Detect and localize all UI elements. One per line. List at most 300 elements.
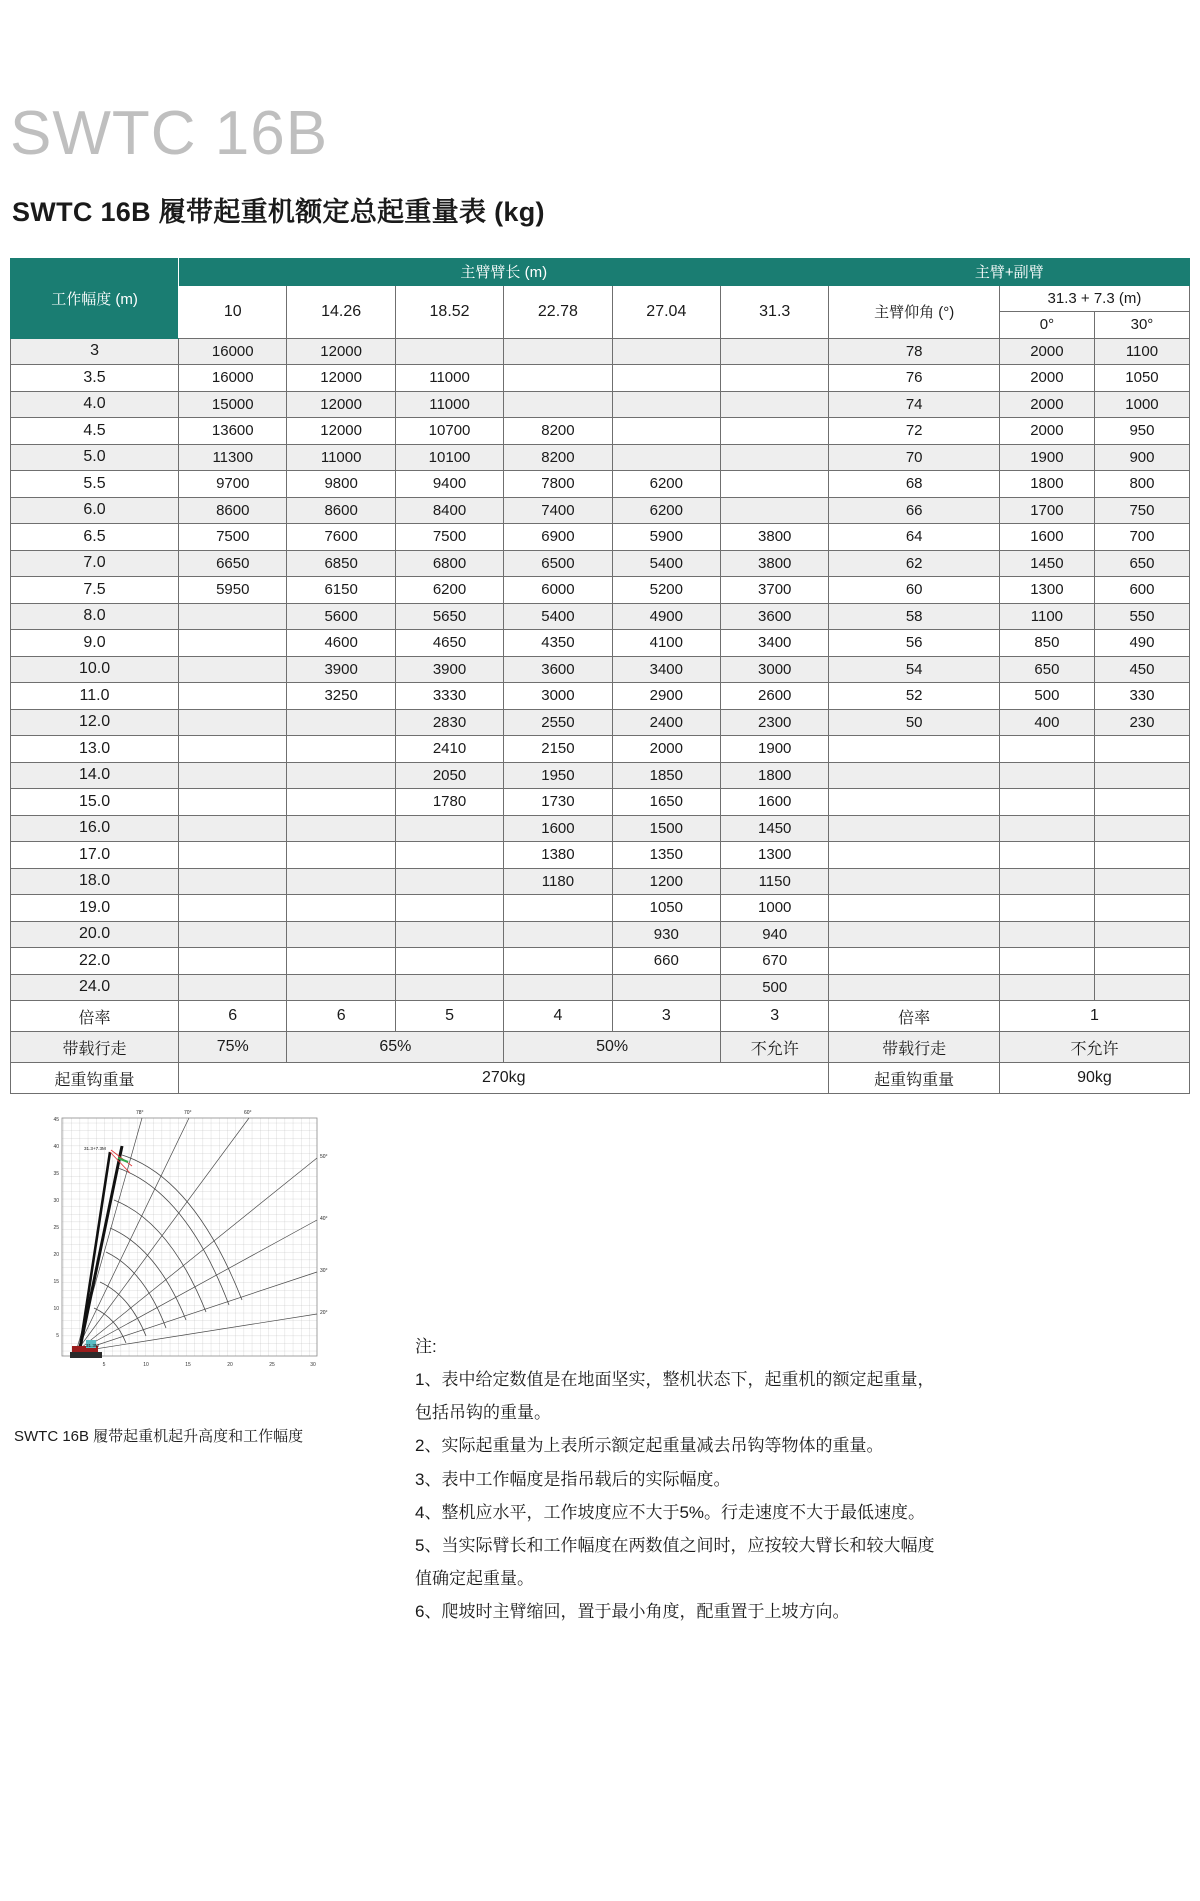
svg-text:30: 30 <box>310 1362 316 1368</box>
cell-boom-31.3 <box>721 365 829 392</box>
cell-boom-14.26: 12000 <box>287 365 395 392</box>
cell-jib-0deg <box>999 815 1094 842</box>
cell-boom-27.04: 4100 <box>612 630 720 657</box>
cell-boom-22.78: 1730 <box>504 789 612 816</box>
cell-jib-0deg <box>999 895 1094 922</box>
cell-boom-angle <box>829 789 1000 816</box>
cell-boom-angle <box>829 948 1000 975</box>
cell-jib-0deg <box>999 842 1094 869</box>
cell-boom-10: 11300 <box>179 444 287 471</box>
cell-boom-10 <box>179 789 287 816</box>
cell-boom-14.26: 8600 <box>287 497 395 524</box>
cell-boom-10 <box>179 815 287 842</box>
note-item-3: 3、表中工作幅度是指吊载后的实际幅度。 <box>415 1469 731 1489</box>
cell-boom-18.52: 2410 <box>395 736 503 763</box>
cell-jib-0deg: 2000 <box>999 418 1094 445</box>
cell-boom-31.3 <box>721 497 829 524</box>
table-row <box>11 895 1190 922</box>
cell-boom-10 <box>179 709 287 736</box>
header-working-radius: 工作幅度 (m) <box>11 259 179 339</box>
cell-boom-18.52 <box>395 974 503 1001</box>
cell-working-radius: 7.5 <box>11 577 179 604</box>
cell-boom-14.26 <box>287 948 395 975</box>
chart-y-ticks <box>53 1117 59 1339</box>
cell-boom-18.52: 9400 <box>395 471 503 498</box>
cell-working-radius: 14.0 <box>11 762 179 789</box>
cell-boom-27.04: 2400 <box>612 709 720 736</box>
cell-boom-14.26 <box>287 815 395 842</box>
cell-boom-angle: 74 <box>829 391 1000 418</box>
table-head <box>11 259 1190 339</box>
cell-boom-31.3: 2300 <box>721 709 829 736</box>
cell-boom-27.04 <box>612 338 720 365</box>
cell-boom-14.26 <box>287 921 395 948</box>
cell-boom-31.3: 3600 <box>721 603 829 630</box>
footer-travel-value-jib: 不允许 <box>999 1032 1189 1063</box>
cell-boom-10: 9700 <box>179 471 287 498</box>
table-row <box>11 444 1190 471</box>
cell-boom-14.26: 12000 <box>287 338 395 365</box>
cell-jib-0deg <box>999 948 1094 975</box>
table-row <box>11 338 1190 365</box>
cell-boom-31.3: 500 <box>721 974 829 1001</box>
cell-boom-10 <box>179 683 287 710</box>
table-row <box>11 471 1190 498</box>
cell-boom-angle: 68 <box>829 471 1000 498</box>
footer-travel-label: 带载行走 <box>11 1032 179 1063</box>
footer-travel-not-allowed: 不允许 <box>721 1032 829 1063</box>
cell-boom-22.78: 8200 <box>504 418 612 445</box>
svg-text:15: 15 <box>185 1362 191 1368</box>
header-jib-angle-30: 30° <box>1094 312 1189 339</box>
cell-boom-27.04: 6200 <box>612 471 720 498</box>
cell-boom-22.78 <box>504 338 612 365</box>
cell-jib-30deg: 1050 <box>1094 365 1189 392</box>
cell-boom-22.78 <box>504 921 612 948</box>
cell-boom-angle: 54 <box>829 656 1000 683</box>
table-row <box>11 815 1190 842</box>
footer-travel-50: 50% <box>504 1032 721 1063</box>
cell-boom-14.26: 12000 <box>287 391 395 418</box>
cell-jib-0deg: 2000 <box>999 338 1094 365</box>
cell-jib-0deg <box>999 974 1094 1001</box>
cell-jib-30deg: 1000 <box>1094 391 1189 418</box>
svg-text:15: 15 <box>53 1279 59 1285</box>
cell-boom-22.78: 3000 <box>504 683 612 710</box>
load-chart-table <box>10 258 1190 1094</box>
cell-boom-10: 5950 <box>179 577 287 604</box>
cell-boom-22.78: 4350 <box>504 630 612 657</box>
cell-boom-18.52 <box>395 921 503 948</box>
svg-text:78°: 78° <box>136 1110 144 1116</box>
cell-boom-22.78: 2550 <box>504 709 612 736</box>
cell-jib-30deg: 550 <box>1094 603 1189 630</box>
cell-boom-10 <box>179 895 287 922</box>
cell-jib-30deg <box>1094 789 1189 816</box>
cell-boom-angle: 56 <box>829 630 1000 657</box>
cell-jib-30deg: 700 <box>1094 524 1189 551</box>
cell-boom-27.04 <box>612 974 720 1001</box>
cell-boom-27.04: 1050 <box>612 895 720 922</box>
note-item-2: 2、实际起重量为上表所示额定起重量减去吊钩等物体的重量。 <box>415 1436 884 1456</box>
note-item-6: 6、爬坡时主臂缩回，置于最小角度，配重置于上坡方向。 <box>415 1602 850 1622</box>
cell-boom-18.52: 10100 <box>395 444 503 471</box>
table-row <box>11 577 1190 604</box>
svg-text:5: 5 <box>102 1362 106 1368</box>
cell-boom-18.52: 2050 <box>395 762 503 789</box>
cell-working-radius: 18.0 <box>11 868 179 895</box>
cell-boom-22.78: 1600 <box>504 815 612 842</box>
cell-boom-18.52: 8400 <box>395 497 503 524</box>
cell-jib-30deg: 900 <box>1094 444 1189 471</box>
cell-boom-10 <box>179 868 287 895</box>
cell-jib-30deg: 230 <box>1094 709 1189 736</box>
table-row <box>11 974 1190 1001</box>
cell-jib-30deg: 800 <box>1094 471 1189 498</box>
cell-boom-18.52 <box>395 815 503 842</box>
table-row <box>11 762 1190 789</box>
cell-boom-14.26: 11000 <box>287 444 395 471</box>
cell-jib-0deg: 400 <box>999 709 1094 736</box>
cell-boom-10: 13600 <box>179 418 287 445</box>
cell-boom-27.04 <box>612 365 720 392</box>
cell-boom-22.78: 3600 <box>504 656 612 683</box>
cell-boom-27.04: 1850 <box>612 762 720 789</box>
footer-travel-65: 65% <box>287 1032 504 1063</box>
cell-working-radius: 6.0 <box>11 497 179 524</box>
cell-jib-0deg <box>999 921 1094 948</box>
header-sub-row <box>11 285 1190 312</box>
cell-boom-27.04 <box>612 391 720 418</box>
cell-boom-27.04: 5900 <box>612 524 720 551</box>
svg-text:30°: 30° <box>320 1268 328 1274</box>
cell-boom-10 <box>179 603 287 630</box>
table-row <box>11 391 1190 418</box>
cell-boom-27.04: 1650 <box>612 789 720 816</box>
header-boom-14-26: 14.26 <box>287 285 395 338</box>
table-row <box>11 603 1190 630</box>
cell-boom-18.52 <box>395 895 503 922</box>
cell-jib-30deg <box>1094 895 1189 922</box>
svg-text:50°: 50° <box>320 1154 328 1160</box>
cell-boom-10 <box>179 736 287 763</box>
svg-text:10: 10 <box>53 1306 59 1312</box>
footer-hook-value: 270kg <box>179 1063 829 1094</box>
header-boom-10: 10 <box>179 285 287 338</box>
cell-boom-14.26 <box>287 895 395 922</box>
header-boom-angle: 主臂仰角 (°) <box>829 285 1000 338</box>
cell-jib-0deg: 850 <box>999 630 1094 657</box>
cell-boom-31.3: 670 <box>721 948 829 975</box>
cell-boom-18.52: 1780 <box>395 789 503 816</box>
cell-jib-30deg: 600 <box>1094 577 1189 604</box>
cell-working-radius: 10.0 <box>11 656 179 683</box>
cell-boom-31.3: 1150 <box>721 868 829 895</box>
cell-boom-31.3: 3400 <box>721 630 829 657</box>
cell-jib-30deg: 490 <box>1094 630 1189 657</box>
cell-boom-14.26 <box>287 736 395 763</box>
cell-boom-22.78: 8200 <box>504 444 612 471</box>
cell-boom-14.26 <box>287 974 395 1001</box>
cell-boom-18.52: 6200 <box>395 577 503 604</box>
cell-working-radius: 6.5 <box>11 524 179 551</box>
cell-working-radius: 9.0 <box>11 630 179 657</box>
cell-boom-14.26 <box>287 842 395 869</box>
cell-boom-10: 15000 <box>179 391 287 418</box>
cell-boom-angle: 70 <box>829 444 1000 471</box>
cell-boom-angle: 62 <box>829 550 1000 577</box>
cell-boom-angle: 76 <box>829 365 1000 392</box>
cell-boom-10 <box>179 842 287 869</box>
footer-ratio-31-3: 3 <box>721 1001 829 1032</box>
table-row <box>11 497 1190 524</box>
cell-boom-10 <box>179 762 287 789</box>
cell-boom-27.04 <box>612 418 720 445</box>
cell-boom-14.26: 6150 <box>287 577 395 604</box>
cell-boom-angle: 72 <box>829 418 1000 445</box>
cell-boom-angle <box>829 762 1000 789</box>
cell-boom-27.04: 3400 <box>612 656 720 683</box>
table-body <box>11 338 1190 1001</box>
svg-text:5: 5 <box>56 1333 59 1339</box>
cell-jib-0deg: 1900 <box>999 444 1094 471</box>
cell-boom-18.52: 11000 <box>395 391 503 418</box>
page-title: SWTC 16B <box>10 99 329 168</box>
cell-boom-18.52: 7500 <box>395 524 503 551</box>
cell-boom-31.3 <box>721 391 829 418</box>
cell-working-radius: 8.0 <box>11 603 179 630</box>
cell-working-radius: 5.0 <box>11 444 179 471</box>
footer-hook-row <box>11 1063 1190 1094</box>
cell-working-radius: 15.0 <box>11 789 179 816</box>
table-row <box>11 842 1190 869</box>
cell-boom-10 <box>179 921 287 948</box>
cell-boom-14.26 <box>287 868 395 895</box>
svg-text:70°: 70° <box>184 1110 192 1116</box>
load-chart-table-wrap <box>10 258 1190 1094</box>
svg-text:30: 30 <box>53 1198 59 1204</box>
cell-boom-22.78 <box>504 391 612 418</box>
svg-text:31.3+7.3M: 31.3+7.3M <box>84 1146 106 1151</box>
header-jib-angle-0: 0° <box>999 312 1094 339</box>
cell-boom-angle <box>829 895 1000 922</box>
cell-boom-angle: 66 <box>829 497 1000 524</box>
footer-ratio-label: 倍率 <box>11 1001 179 1032</box>
header-boom-27-04: 27.04 <box>612 285 720 338</box>
cell-boom-31.3: 940 <box>721 921 829 948</box>
cell-working-radius: 5.5 <box>11 471 179 498</box>
cell-working-radius: 12.0 <box>11 709 179 736</box>
footer-ratio-label-jib: 倍率 <box>829 1001 1000 1032</box>
cell-boom-22.78 <box>504 974 612 1001</box>
footer-travel-row <box>11 1032 1190 1063</box>
cell-boom-14.26 <box>287 762 395 789</box>
chart-caption: SWTC 16B 履带起重机起升高度和工作幅度 <box>14 1428 304 1445</box>
cell-boom-angle <box>829 868 1000 895</box>
table-row <box>11 418 1190 445</box>
cell-jib-30deg <box>1094 762 1189 789</box>
cell-boom-14.26: 6850 <box>287 550 395 577</box>
footer-travel-75: 75% <box>179 1032 287 1063</box>
cell-boom-27.04: 1500 <box>612 815 720 842</box>
cell-boom-14.26 <box>287 709 395 736</box>
cell-boom-18.52: 11000 <box>395 365 503 392</box>
cell-boom-angle: 52 <box>829 683 1000 710</box>
cell-boom-18.52: 4650 <box>395 630 503 657</box>
cell-boom-27.04: 1350 <box>612 842 720 869</box>
cell-working-radius: 4.5 <box>11 418 179 445</box>
cell-boom-14.26: 3900 <box>287 656 395 683</box>
cell-boom-14.26: 12000 <box>287 418 395 445</box>
cell-boom-27.04: 2900 <box>612 683 720 710</box>
cell-jib-0deg: 500 <box>999 683 1094 710</box>
cell-boom-31.3: 3800 <box>721 524 829 551</box>
cell-boom-22.78: 6500 <box>504 550 612 577</box>
cell-boom-31.3: 1900 <box>721 736 829 763</box>
cell-boom-10: 16000 <box>179 365 287 392</box>
cell-jib-0deg <box>999 789 1094 816</box>
header-group-row <box>11 259 1190 286</box>
cell-boom-22.78: 1380 <box>504 842 612 869</box>
cell-boom-31.3: 1600 <box>721 789 829 816</box>
cell-jib-30deg: 950 <box>1094 418 1189 445</box>
footer-ratio-18-52: 5 <box>395 1001 503 1032</box>
cell-boom-31.3 <box>721 418 829 445</box>
cell-boom-18.52: 5650 <box>395 603 503 630</box>
cell-boom-14.26 <box>287 789 395 816</box>
cell-boom-18.52 <box>395 868 503 895</box>
table-row <box>11 365 1190 392</box>
cell-boom-10: 16000 <box>179 338 287 365</box>
cell-boom-10 <box>179 656 287 683</box>
footer-ratio-22-78: 4 <box>504 1001 612 1032</box>
note-item-5: 5、当实际臂长和工作幅度在两数值之间时，应按较大臂长和较大幅度值确定起重量。 <box>415 1535 935 1588</box>
header-jib-config: 31.3 + 7.3 (m) <box>999 285 1189 312</box>
cell-boom-22.78: 7400 <box>504 497 612 524</box>
cell-jib-0deg: 1100 <box>999 603 1094 630</box>
cell-boom-10: 7500 <box>179 524 287 551</box>
cell-working-radius: 3 <box>11 338 179 365</box>
cell-boom-31.3: 1300 <box>721 842 829 869</box>
footer-travel-label-jib: 带载行走 <box>829 1032 1000 1063</box>
cell-jib-30deg: 450 <box>1094 656 1189 683</box>
cell-jib-0deg: 1300 <box>999 577 1094 604</box>
cell-boom-18.52: 3330 <box>395 683 503 710</box>
cell-working-radius: 20.0 <box>11 921 179 948</box>
header-main-boom-group: 主臂臂长 (m) <box>179 259 829 286</box>
cell-boom-31.3 <box>721 471 829 498</box>
cell-jib-0deg <box>999 736 1094 763</box>
cell-boom-31.3: 1450 <box>721 815 829 842</box>
height-radius-svg <box>14 1100 374 1420</box>
cell-jib-0deg: 1450 <box>999 550 1094 577</box>
cell-working-radius: 22.0 <box>11 948 179 975</box>
footer-ratio-27-04: 3 <box>612 1001 720 1032</box>
footer-hook-label: 起重钩重量 <box>11 1063 179 1094</box>
cell-jib-30deg <box>1094 868 1189 895</box>
cell-boom-27.04: 2000 <box>612 736 720 763</box>
cell-boom-14.26: 7600 <box>287 524 395 551</box>
footer-hook-label-jib: 起重钩重量 <box>829 1063 1000 1094</box>
table-row <box>11 948 1190 975</box>
cell-jib-0deg: 1700 <box>999 497 1094 524</box>
cell-boom-14.26: 4600 <box>287 630 395 657</box>
footer-hook-value-jib: 90kg <box>999 1063 1189 1094</box>
svg-text:40°: 40° <box>320 1216 328 1222</box>
cell-boom-31.3: 2600 <box>721 683 829 710</box>
table-row <box>11 736 1190 763</box>
cell-boom-22.78 <box>504 895 612 922</box>
notes-block <box>415 1330 935 1628</box>
cell-boom-27.04: 5400 <box>612 550 720 577</box>
cell-boom-22.78: 2150 <box>504 736 612 763</box>
cell-boom-angle <box>829 921 1000 948</box>
cell-boom-22.78: 7800 <box>504 471 612 498</box>
cell-boom-angle <box>829 974 1000 1001</box>
notes-title: 注: <box>415 1337 437 1356</box>
cell-boom-18.52 <box>395 948 503 975</box>
svg-text:20°: 20° <box>320 1310 328 1316</box>
cell-jib-0deg <box>999 762 1094 789</box>
note-item-1: 1、表中给定数值是在地面坚实，整机状态下，起重机的额定起重量，包括吊钩的重量。 <box>415 1370 935 1423</box>
cell-jib-30deg: 650 <box>1094 550 1189 577</box>
cell-boom-27.04: 4900 <box>612 603 720 630</box>
cell-boom-27.04 <box>612 444 720 471</box>
cell-boom-14.26: 9800 <box>287 471 395 498</box>
svg-text:20: 20 <box>53 1252 59 1258</box>
cell-jib-30deg: 330 <box>1094 683 1189 710</box>
cell-boom-18.52 <box>395 842 503 869</box>
cell-boom-18.52: 10700 <box>395 418 503 445</box>
table-row <box>11 524 1190 551</box>
table-row <box>11 550 1190 577</box>
cell-boom-10 <box>179 948 287 975</box>
cell-boom-angle: 64 <box>829 524 1000 551</box>
cell-boom-angle: 50 <box>829 709 1000 736</box>
cell-boom-31.3: 1800 <box>721 762 829 789</box>
cell-jib-0deg: 2000 <box>999 365 1094 392</box>
cell-boom-31.3: 3700 <box>721 577 829 604</box>
cell-boom-18.52: 3900 <box>395 656 503 683</box>
cell-jib-30deg <box>1094 948 1189 975</box>
cell-boom-31.3: 3800 <box>721 550 829 577</box>
cell-boom-18.52: 6800 <box>395 550 503 577</box>
cell-jib-0deg: 650 <box>999 656 1094 683</box>
footer-ratio-10: 6 <box>179 1001 287 1032</box>
cell-boom-31.3 <box>721 444 829 471</box>
cell-jib-0deg: 1600 <box>999 524 1094 551</box>
height-radius-chart <box>14 1100 374 1420</box>
footer-ratio-row <box>11 1001 1190 1032</box>
cell-working-radius: 16.0 <box>11 815 179 842</box>
svg-text:10: 10 <box>143 1362 149 1368</box>
cell-jib-30deg <box>1094 815 1189 842</box>
cell-boom-angle: 78 <box>829 338 1000 365</box>
svg-text:20: 20 <box>227 1362 233 1368</box>
table-row <box>11 656 1190 683</box>
cell-working-radius: 7.0 <box>11 550 179 577</box>
cell-boom-10 <box>179 974 287 1001</box>
footer-ratio-14-26: 6 <box>287 1001 395 1032</box>
svg-text:31.3M: 31.3M <box>86 1343 99 1348</box>
svg-text:40: 40 <box>53 1144 59 1150</box>
svg-text:25: 25 <box>269 1362 275 1368</box>
header-boom-18-52: 18.52 <box>395 285 503 338</box>
cell-boom-27.04: 5200 <box>612 577 720 604</box>
cell-jib-30deg: 1100 <box>1094 338 1189 365</box>
svg-text:60°: 60° <box>244 1110 252 1116</box>
table-row <box>11 683 1190 710</box>
